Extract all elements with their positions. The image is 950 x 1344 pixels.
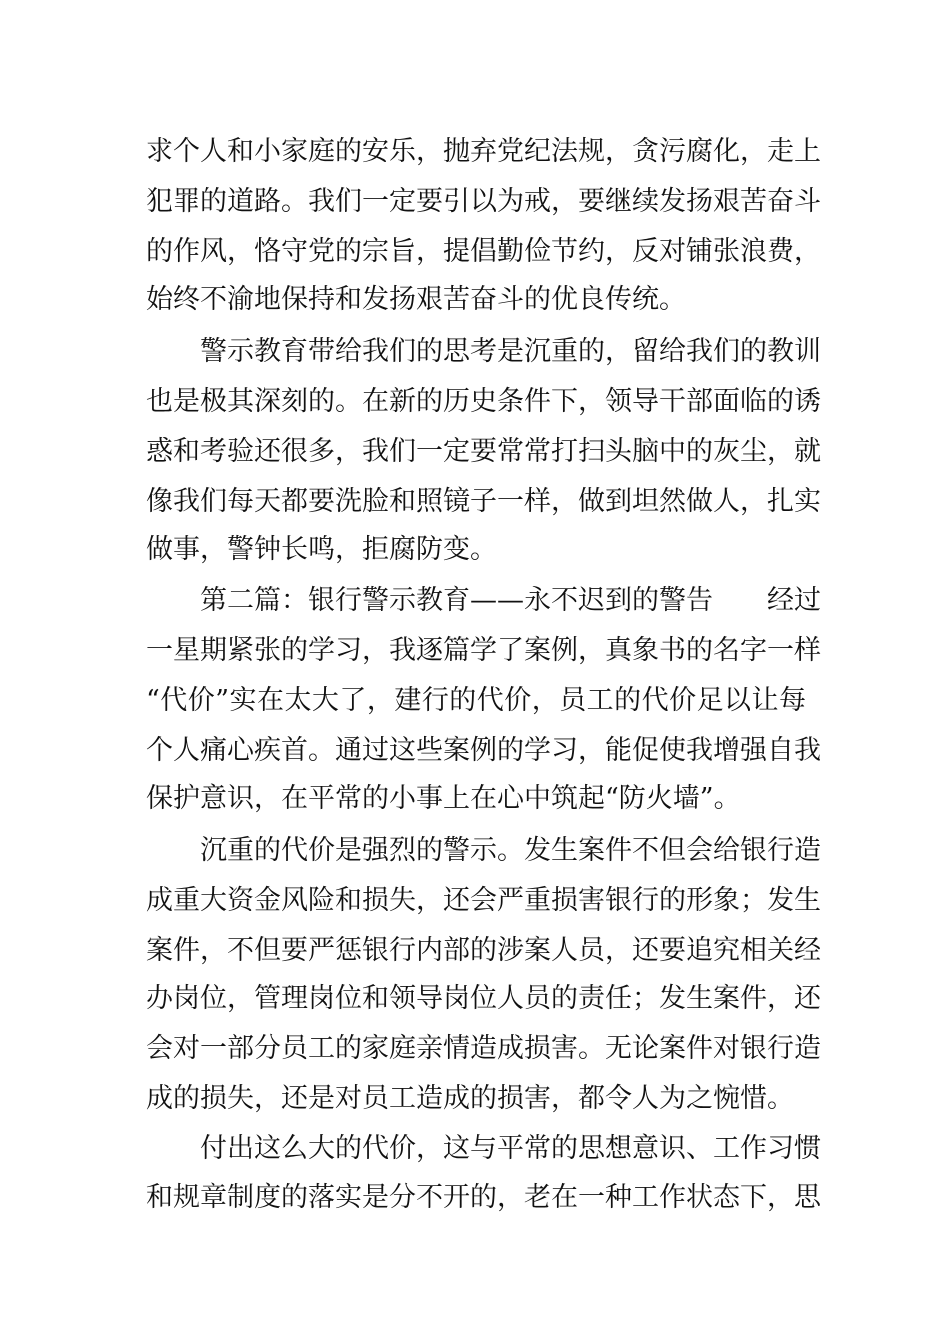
text-line: “代价”实在太大了，建行的代价，员工的代价足以让每	[146, 685, 806, 716]
text-line: 惑和考验还很多，我们一定要常常打扫头脑中的灰尘，就	[146, 436, 821, 467]
paragraph-start-line: 沉重的代价是强烈的警示。发生案件不但会给银行造	[200, 835, 821, 866]
text-line: 办岗位，管理岗位和领导岗位人员的责任；发生案件，还	[146, 983, 821, 1014]
text-line: 会对一部分员工的家庭亲情造成损害。无论案件对银行造	[146, 1033, 821, 1064]
text-line: 犯罪的道路。我们一定要引以为戒，要继续发扬艰苦奋斗	[146, 186, 821, 217]
text-line: 始终不渝地保持和发扬艰苦奋斗的优良传统。	[146, 284, 686, 315]
text-line: 案件，不但要严惩银行内部的涉案人员，还要追究相关经	[146, 935, 821, 966]
text-line: 个人痛心疾首。通过这些案例的学习，能促使我增强自我	[146, 735, 821, 766]
text-line: 像我们每天都要洗脸和照镜子一样，做到坦然做人，扎实	[146, 486, 821, 517]
text-line: 一星期紧张的学习，我逐篇学了案例，真象书的名字一样	[146, 635, 821, 666]
text-line: 的作风，恪守党的宗旨，提倡勤俭节约，反对铺张浪费，	[146, 236, 821, 267]
text-line: 成重大资金风险和损失，还会严重损害银行的形象；发生	[146, 885, 821, 916]
section-heading-line: 第二篇：银行警示教育——永不迟到的警告 经过	[200, 585, 821, 616]
text-line: 做事，警钟长鸣，拒腐防变。	[146, 534, 497, 565]
text-line: 和规章制度的落实是分不开的，老在一种工作状态下，思	[146, 1182, 821, 1213]
text-line: 保护意识，在平常的小事上在心中筑起“防火墙”。	[146, 783, 741, 814]
text-line: 也是极其深刻的。在新的历史条件下，领导干部面临的诱	[146, 386, 821, 417]
text-line: 求个人和小家庭的安乐，抛弃党纪法规，贪污腐化，走上	[146, 136, 821, 167]
paragraph-start-line: 付出这么大的代价，这与平常的思想意识、工作习惯	[200, 1133, 821, 1164]
text-line: 成的损失，还是对员工造成的损害，都令人为之惋惜。	[146, 1083, 794, 1114]
paragraph-start-line: 警示教育带给我们的思考是沉重的，留给我们的教训	[200, 336, 821, 367]
